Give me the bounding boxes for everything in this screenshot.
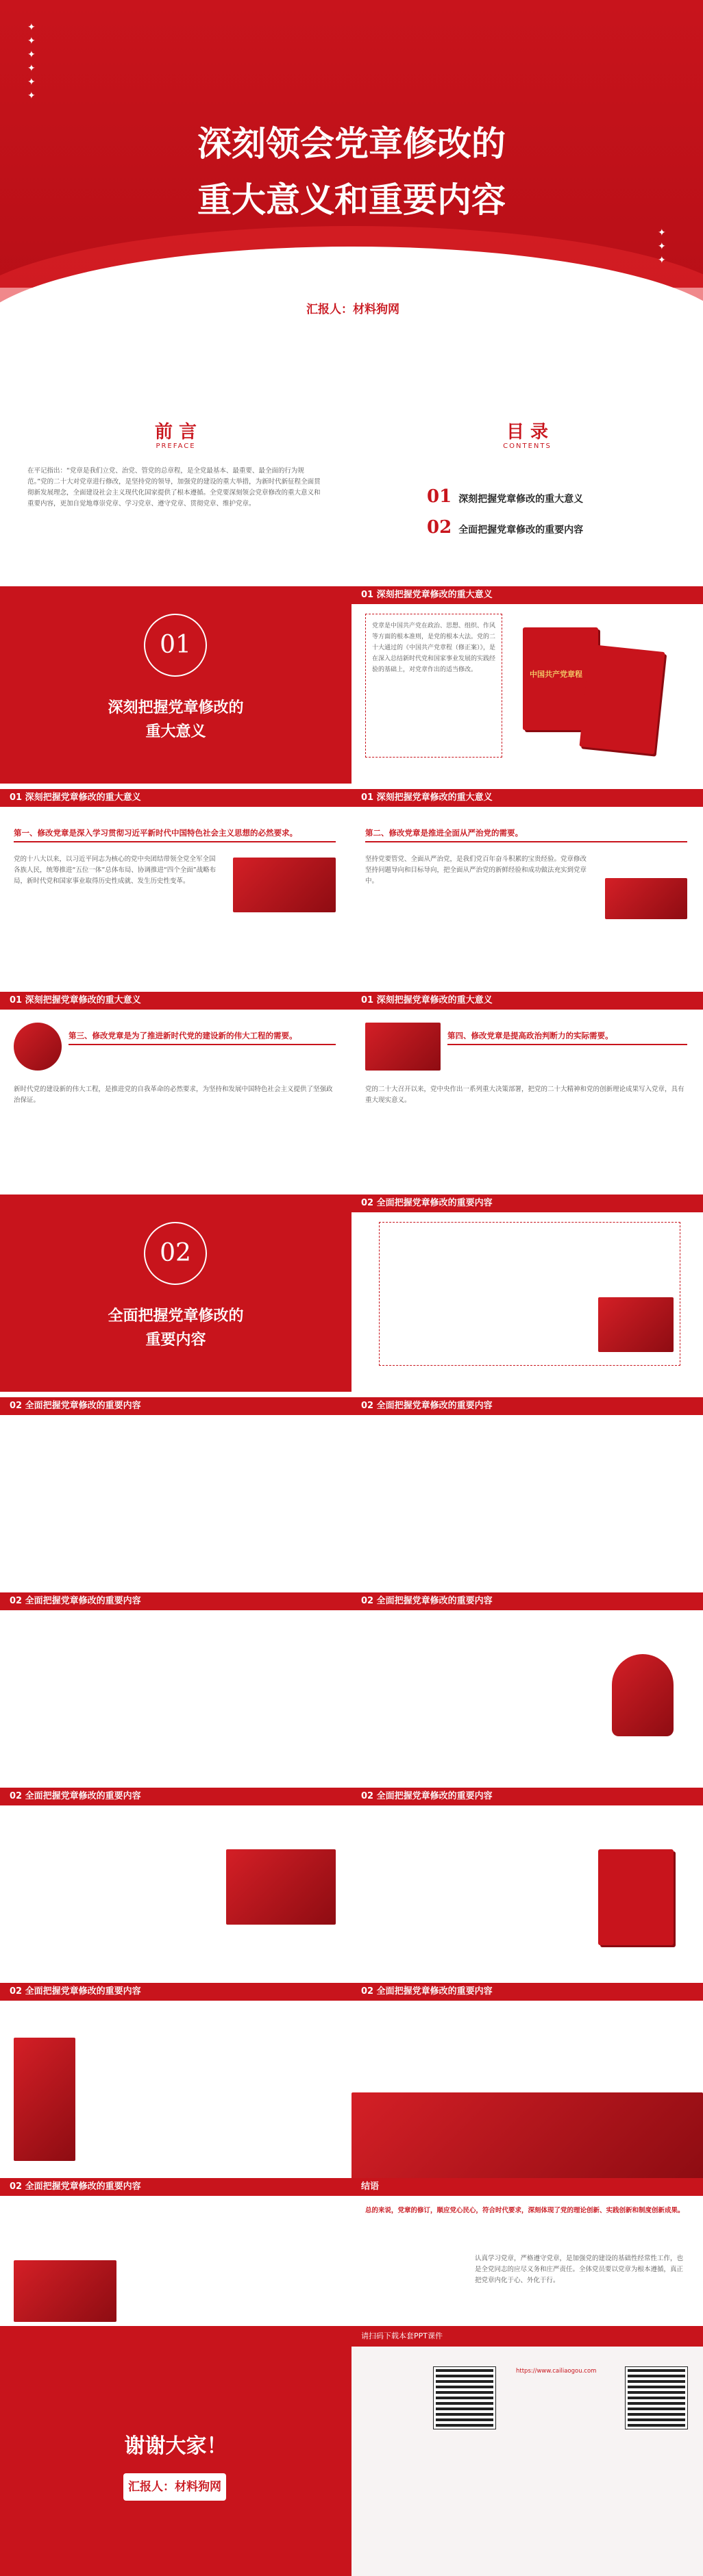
contents-title: 目 录 [506, 422, 549, 442]
card-heading: 第四、修改党章是提高政治判断力的实际需要。 [447, 1026, 687, 1045]
star-dots-decoration-right: ✦ ✦ ✦ [658, 227, 666, 266]
card-heading: 第三、修改党章是为了推进新时代党的建设新的伟大工程的需要。 [69, 1026, 336, 1045]
slide-header: 02 全面把握党章修改的重要内容 [352, 1788, 703, 1805]
flag-image [226, 1849, 336, 1925]
monument-image [14, 2260, 116, 2322]
card-body: 党的十八大以来，以习近平同志为核心的党中央团结带领全党全军全国各族人民，统筹推进“五位一体”总体布局、协调推进“四个全面”战略布局，新时代党和国家事业取得历史性成就、发生历史性变革。 [14, 855, 217, 885]
content-slide-a [0, 1397, 352, 1595]
party-emblem-image [14, 1023, 62, 1071]
slide-header: 02 全面把握党章修改的重要内容 [352, 1983, 703, 2001]
content-slide-h [352, 1983, 703, 2180]
tiananmen-image [598, 1297, 674, 1352]
section2-title-line1: 全面把握党章修改的 [108, 1307, 244, 1325]
section1-number: 01 [144, 614, 207, 677]
section2-intro-slide [352, 1195, 703, 1392]
content-slide-i [0, 2178, 352, 2326]
card-slide-1 [0, 789, 352, 986]
card-heading: 第一、修改党章是深入学习贯彻习近平新时代中国特色社会主义思想的必然要求。 [14, 823, 336, 842]
conclusion-body: 认真学习党章，严格遵守党章，是加强党的建设的基础性经常性工作，也是全党同志的应尽义务和庄严责任。全体党员要以党章为根本遵循，真正把党章内化于心、外化于行。 [475, 2255, 684, 2284]
cover-reporter: 汇报人：材料狗网 [301, 296, 404, 323]
star-dots-decoration: ✦ ✦ ✦ ✦ ✦ ✦ [27, 22, 36, 101]
thanks-title: 谢谢大家！ [124, 2434, 227, 2458]
landscape-image [233, 858, 336, 912]
card-slide-2 [352, 789, 703, 986]
section2-divider [0, 1195, 352, 1392]
flag-image [605, 878, 687, 919]
toc-item-2[interactable]: 02 全面把握党章修改的重要内容 [427, 517, 584, 538]
party-book-image-2 [579, 645, 665, 755]
content-slide-f [352, 1788, 703, 1985]
toc-item-1[interactable]: 01 深刻把握党章修改的重大意义 [427, 486, 584, 507]
card-body: 党的二十大召开以来，党中央作出一系列重大决策部署，把党的二十大精神和党的创新理论成果写入党章，具有重大现实意义。 [365, 1086, 684, 1104]
content-slide-g [0, 1983, 352, 2180]
section1-intro-slide [352, 586, 703, 784]
slide-header: 02 全面把握党章修改的重要内容 [0, 1788, 352, 1805]
content-slide-b [352, 1397, 703, 1595]
cover-title-line1: 深刻领会党章修改的 [197, 123, 506, 164]
section1-title-line1: 深刻把握党章修改的 [108, 699, 244, 716]
party-book-image: 中国共产党章程 [523, 627, 598, 730]
slide-header: 02 全面把握党章修改的重要内容 [352, 1592, 703, 1610]
qr-code-icon-2[interactable] [626, 2367, 687, 2429]
conclusion-heading: 总的来说，党章的修订，顺应党心民心，符合时代要求，深刻体现了党的理论创新、实践创新和制度创新成果。 [365, 2207, 684, 2214]
cover-title-line2: 重大意义和重要内容 [197, 179, 506, 220]
ending-reporter: 汇报人：材料狗网 [123, 2473, 226, 2501]
qr-code-icon[interactable] [434, 2367, 495, 2429]
card-slide-3 [0, 992, 352, 1189]
card-body: 新时代党的建设新的伟大工程，是推进党的自我革命的必然要求，为坚持和发展中国特色社会主义提供了坚强政治保证。 [14, 1086, 333, 1104]
conclusion-header: 结语 [352, 2178, 703, 2196]
slide-header: 01 深刻把握党章修改的重大意义 [0, 992, 352, 1010]
slide-header: 01 深刻把握党章修改的重大意义 [0, 789, 352, 807]
conclusion-slide [352, 2178, 703, 2326]
preface-title: 前 言 [154, 422, 197, 442]
slide-header: 01 深刻把握党章修改的重大意义 [352, 789, 703, 807]
slide-header: 02 全面把握党章修改的重要内容 [0, 1983, 352, 2001]
section1-divider [0, 586, 352, 784]
ad-panel [352, 2326, 703, 2576]
slide-header: 01 深刻把握党章修改的重大意义 [352, 586, 703, 604]
slide-header: 01 深刻把握党章修改的重大意义 [352, 992, 703, 1010]
section2-title-line2: 重要内容 [145, 1331, 206, 1349]
content-slide-c [0, 1592, 352, 1790]
slide-header: 02 全面把握党章修改的重要内容 [0, 1397, 352, 1415]
content-slide-d [352, 1592, 703, 1790]
slide-header: 02 全面把握党章修改的重要内容 [0, 1592, 352, 1610]
content-slide-e [0, 1788, 352, 1985]
card-heading: 第二、修改党章是推进全面从严治党的需要。 [365, 823, 687, 842]
preface-slide [0, 384, 352, 581]
flag-image [365, 1023, 441, 1071]
ending-slide [0, 2326, 352, 2576]
preface-subtitle: PREFACE [156, 442, 196, 450]
card-body: 坚持党要管党、全面从严治党，是我们党百年奋斗积累的宝贵经验。党章修改坚持问题导向和目标导向，把全面从严治党的新鲜经验和成功做法充实到党章中。 [365, 855, 587, 885]
ad-header: 请扫码下载本套PPT课件 [352, 2326, 703, 2347]
section2-number: 02 [144, 1222, 207, 1285]
column-image [14, 2038, 75, 2161]
preface-body: 在平记指出：“党章是我们立党、治党、管党的总章程，是全党最基本、最重要、最全面的行为规范。”党的二十大对党章进行修改，是坚持党的领导，加强党的建设的重大举措，为新时代新征程全面贯彻新发展理念，全面建设社会主义现代化国家提供了根本遵循。全党要深刻领会党章修改的重大意义和重要内容，更加自觉地尊崇党章、学习党章、遵守党章、贯彻党章、维护党章。 [27, 467, 321, 508]
party-book-image [598, 1849, 674, 1945]
section1-intro-text: 党章是中国共产党在政治、思想、组织、作风等方面的根本准则，是党的根本大法。党的二十大通过的《中国共产党章程（修正案）》，是在深入总结新时代党和国家事业发展的实践经验的基础上，对党章作出的适当修改。 [372, 623, 496, 673]
slide-header: 02 全面把握党章修改的重要内容 [0, 2178, 352, 2196]
cover-slide [0, 0, 703, 384]
card-slide-4 [352, 992, 703, 1189]
slide-header: 02 全面把握党章修改的重要内容 [352, 1195, 703, 1212]
banner-image [352, 2092, 703, 2180]
section1-title-line2: 重大意义 [145, 723, 206, 740]
contents-slide [352, 384, 703, 581]
balloon-image [612, 1654, 674, 1736]
contents-subtitle: CONTENTS [503, 442, 552, 450]
ad-url[interactable]: https://www.cailiaogou.com [516, 2368, 597, 2375]
slide-header: 02 全面把握党章修改的重要内容 [352, 1397, 703, 1415]
